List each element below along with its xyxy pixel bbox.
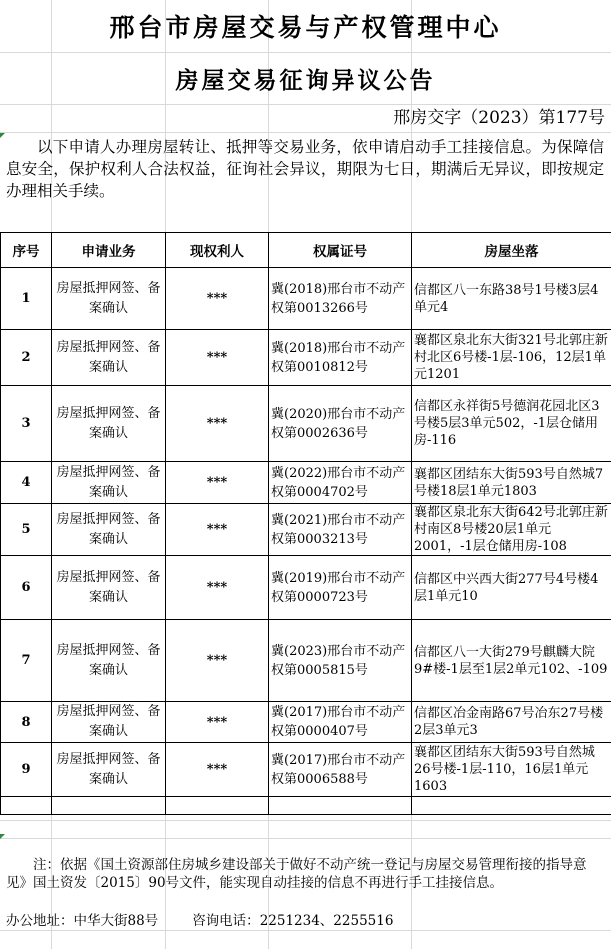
row-business: 房屋抵押网签、备案确认: [52, 556, 166, 620]
gridline: [0, 838, 611, 839]
row-owner: ***: [166, 462, 269, 504]
intro-paragraph: 以下申请人办理房屋转让、抵押等交易业务，依申请启动手工挂接信息。为保障信息安全，保护权利人合法权益，征询社会异议，期限为七日，期满后无异议，即按规定办理相关手续。: [6, 138, 604, 200]
notice-title: 房屋交易征询异议公告: [175, 66, 436, 94]
row-certificate: 冀(2019)邢台市不动产权第0000723号: [269, 556, 412, 620]
row-location: 襄都区泉北东大街321号北郭庄新村北区6号楼-1层-106，12层1单元1201: [412, 330, 611, 386]
row-business: 房屋抵押网签、备案确认: [52, 743, 166, 797]
footnote: 注：依据《国土资源部住房城乡建设部关于做好不动产统一登记与房屋交易管理衔接的指导意见》国土资发〔2015〕90号文件，能实现自动挂接的信息不再进行手工挂接信息。: [6, 857, 587, 891]
row-location: 信都区冶金南路67号冶东27号楼2层3单元3: [412, 702, 611, 743]
table-row-empty: [1, 797, 611, 815]
row-certificate: 冀(2020)邢台市不动产权第0002636号: [269, 386, 412, 462]
row-owner: ***: [166, 743, 269, 797]
row-certificate: 冀(2023)邢台市不动产权第0005815号: [269, 620, 412, 702]
table-row: [1, 620, 611, 702]
table-row: [1, 556, 611, 620]
row-number: 3: [1, 386, 52, 462]
row-location: 襄都区团结东大街593号自然城7号楼18层1单元1803: [412, 462, 611, 504]
address-label: 办公地址：: [6, 913, 74, 929]
applications-table: [0, 232, 611, 815]
row-number: 9: [1, 743, 52, 797]
cell-comment-marker: [0, 133, 5, 138]
row-number: 4: [1, 462, 52, 504]
row-number: 5: [1, 504, 52, 556]
row-certificate: 冀(2017)邢台市不动产权第0000407号: [269, 702, 412, 743]
row-location: 襄都区团结东大街593号自然城26号楼-1层-110，16层1单元1603: [412, 743, 611, 797]
table-row: [1, 743, 611, 797]
row-owner: ***: [166, 330, 269, 386]
row-business: 房屋抵押网签、备案确认: [52, 330, 166, 386]
phone-label: 咨询电话：: [192, 913, 260, 929]
gridline: [0, 820, 611, 821]
row-business: 房屋抵押网签、备案确认: [52, 620, 166, 702]
row-location: 信都区八一东路38号1号楼3层4单元4: [412, 268, 611, 330]
row-owner: ***: [166, 268, 269, 330]
contact-line: [6, 912, 604, 930]
row-certificate: 冀(2018)邢台市不动产权第0013266号: [269, 268, 412, 330]
column-header-certificate: 权属证号: [269, 233, 412, 268]
table-row: [1, 330, 611, 386]
gridline: [0, 930, 611, 931]
row-certificate: 冀(2022)邢台市不动产权第0004702号: [269, 462, 412, 504]
row-location: 信都区中兴西大街277号4号楼4层1单元10: [412, 556, 611, 620]
row-certificate: 冀(2021)邢台市不动产权第0003213号: [269, 504, 412, 556]
row-location: 信都区八一大街279号麒麟大院9#楼-1层至1层2单元102、-109: [412, 620, 611, 702]
column-header-location: 房屋坐落: [412, 233, 611, 268]
column-header-owner: 现权利人: [166, 233, 269, 268]
organization-title: 邢台市房屋交易与产权管理中心: [109, 13, 502, 42]
row-business: 房屋抵押网签、备案确认: [52, 386, 166, 462]
row-location: 襄都区泉北东大街642号北郭庄新村南区8号楼20层1单元2001，-1层仓储用房-108: [412, 504, 611, 556]
address-value: 中华大街88号: [73, 913, 159, 929]
row-certificate: 冀(2018)邢台市不动产权第0010812号: [269, 330, 412, 386]
row-business: 房屋抵押网签、备案确认: [52, 504, 166, 556]
row-owner: ***: [166, 504, 269, 556]
row-owner: ***: [166, 702, 269, 743]
document-number: 邢房交字（2023）第177号: [393, 108, 605, 128]
row-number: 1: [1, 268, 52, 330]
row-number: 7: [1, 620, 52, 702]
row-business: 房屋抵押网签、备案确认: [52, 268, 166, 330]
gridline: [0, 132, 611, 133]
column-header-business: 申请业务: [52, 233, 166, 268]
row-number: 8: [1, 702, 52, 743]
table-row: [1, 462, 611, 504]
cell-comment-marker: [0, 834, 5, 839]
table-row: [1, 268, 611, 330]
row-number: 2: [1, 330, 52, 386]
table-row: [1, 702, 611, 743]
row-location: 信都区永祥街5号德润花园北区3号楼5层3单元502，-1层仓储用房-116: [412, 386, 611, 462]
row-business: 房屋抵押网签、备案确认: [52, 702, 166, 743]
row-certificate: 冀(2017)邢台市不动产权第0006588号: [269, 743, 412, 797]
column-header-no: 序号: [1, 233, 52, 268]
row-owner: ***: [166, 386, 269, 462]
table-header-row: [1, 233, 611, 268]
table-row: [1, 386, 611, 462]
row-owner: ***: [166, 620, 269, 702]
row-owner: ***: [166, 556, 269, 620]
table-row: [1, 504, 611, 556]
row-number: 6: [1, 556, 52, 620]
phone-value: 2251234、2255516: [259, 913, 394, 929]
row-business: 房屋抵押网签、备案确认: [52, 462, 166, 504]
